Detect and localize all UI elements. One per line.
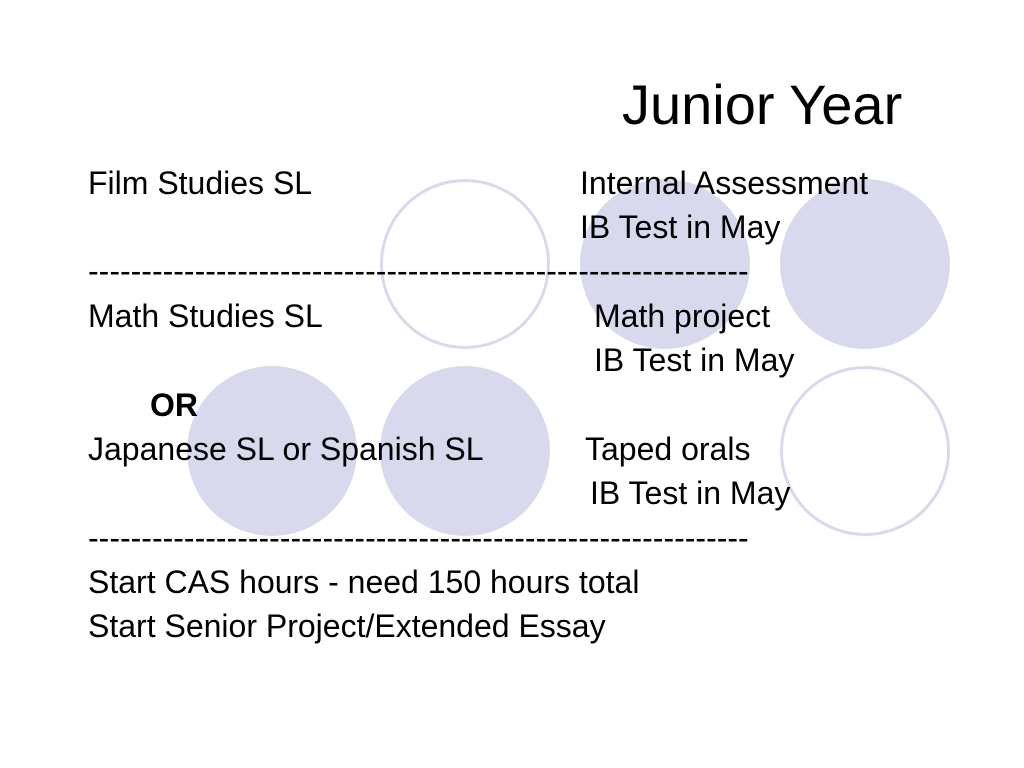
math-item-project: Math project	[594, 298, 771, 334]
language-item-ib-test: IB Test in May	[590, 475, 791, 511]
film-item-ib-test: IB Test in May	[580, 209, 781, 245]
film-course-label: Film Studies SL	[88, 165, 313, 201]
note-senior-project: Start Senior Project/Extended Essay	[88, 608, 606, 644]
or-label: OR	[150, 387, 198, 423]
film-item-internal-assessment: Internal Assessment	[580, 165, 869, 201]
math-item-ib-test: IB Test in May	[594, 342, 795, 378]
divider-line: --------------------------------------------------------------	[88, 253, 749, 289]
language-item-taped-orals: Taped orals	[585, 431, 751, 467]
decorative-circle-outline	[780, 366, 950, 536]
language-course-label: Japanese SL or Spanish SL	[88, 431, 484, 467]
note-cas-hours: Start CAS hours - need 150 hours total	[88, 564, 640, 600]
decorative-circle-filled	[780, 179, 950, 349]
slide-title: Junior Year	[622, 73, 903, 136]
divider-line: --------------------------------------------------------------	[88, 520, 749, 556]
math-course-label: Math Studies SL	[88, 298, 323, 334]
